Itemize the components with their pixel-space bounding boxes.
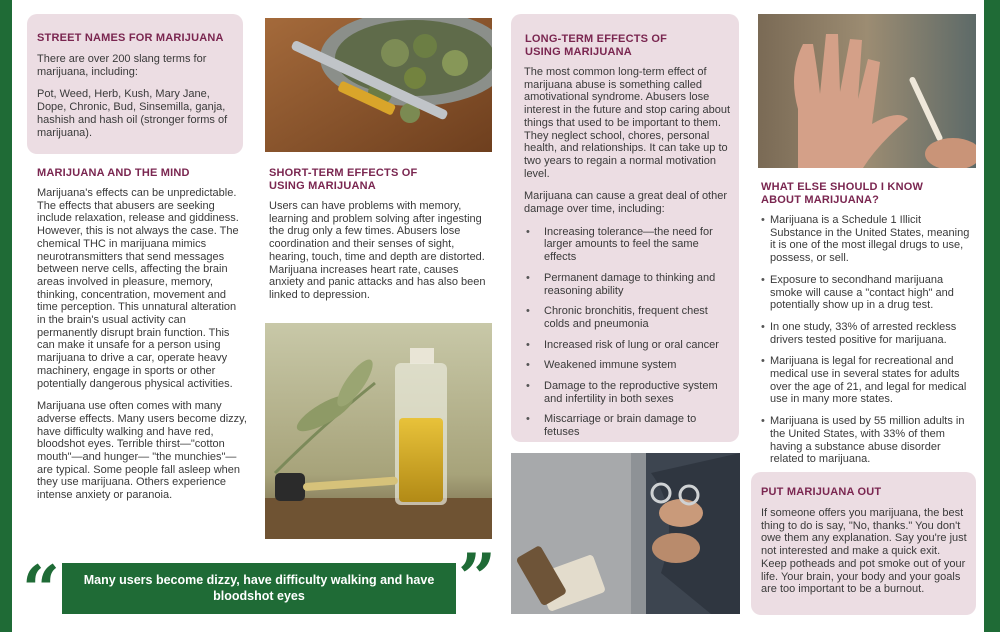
put-out-heading: PUT MARIJUANA OUT — [761, 486, 882, 498]
list-item: • Marijuana is used by 55 million adults in the United States, with 33% of them having a substance abuse disorder related to marijuana. — [761, 415, 976, 466]
list-item: • In one study, 33% of arrested reckless drivers tested positive for marijuana. — [761, 321, 976, 346]
long-term-heading — [525, 33, 730, 59]
open-quote-mark: “ — [22, 551, 60, 629]
long-term-heading-line-2: USING MARIJUANA — [525, 46, 632, 58]
mind-text — [37, 187, 247, 502]
mind-paragraph-1: Marijuana's effects can be unpredictable. The effects that abusers are seeking include relaxation, release and giddiness. However, this is not always the case. The chemical THC in marijuana mimics neurotransmitters that send messages between nerve cells, affecting the brain areas involved in pleasure, memory, thinking, concentration, movement and time perception. This unnatural alteration in the brain's usual activity can permanently disrupt brain function. This can make it unsafe for a person using marijuana to drive a car, operate heavy machinery, engage in sports or other potentially dangerous physical activities. — [37, 187, 239, 390]
long-term-effects-list — [524, 226, 732, 439]
mind-heading: MARIJUANA AND THE MIND — [37, 167, 190, 179]
what-else-list — [761, 214, 976, 466]
list-item: • Marijuana is legal for recreational and medical use in several states for adults over the age of 21, and legal for medical use in many more states. — [761, 355, 976, 406]
long-term-paragraph-1: The most common long-term effect of marijuana abuse is something called amotivational syndrome. Abusers lose interest in the future and stop caring about things that used to be important to them. They neglect school, chores, personal health, and relationships. It can take up to two years to regain a normal motivation level. — [524, 66, 731, 180]
refusing-hand-photo — [758, 14, 976, 168]
list-item: • Permanent damage to thinking and reasoning ability — [524, 272, 732, 297]
long-term-heading-line-1: LONG-TERM EFFECTS OF — [525, 33, 668, 45]
long-term-paragraph-2: Marijuana can cause a great deal of other damage over time, including: — [524, 190, 728, 216]
put-out-text: If someone offers you marijuana, the best thing to do is say, "No, thanks." You don't owe them any explanation. Say you're just not interested and make a quick exit. Keep potheads and pot smoke out of your life. Your brain, your body and your goals are too important to be a burnout. — [761, 507, 967, 596]
long-term-text — [524, 66, 732, 447]
handcuffs-photo — [511, 453, 740, 614]
list-item: • Exposure to secondhand marijuana smoke will cause a "contact high" and potentially show up in a drug test. — [761, 274, 976, 312]
street-names-intro: There are over 200 slang terms for marijuana, including: — [37, 53, 207, 78]
list-item: • Increased risk of lung or oral cancer — [524, 339, 732, 352]
list-item: • Marijuana is a Schedule 1 Illicit Substance in the United States, meaning it is one of the most illegal drugs to use, possess, or sell. — [761, 214, 976, 265]
what-else-heading-line-1: WHAT ELSE SHOULD I KNOW — [761, 181, 924, 193]
what-else-heading-line-2: ABOUT MARIJUANA? — [761, 194, 880, 206]
list-item: • Weakened immune system — [524, 359, 732, 372]
right-edge-bar — [984, 0, 1000, 632]
list-item: • Chronic bronchitis, frequent chest colds and pneumonia — [524, 305, 732, 330]
short-term-heading-line-1: SHORT-TERM EFFECTS OF — [269, 167, 418, 179]
list-item: • Miscarriage or brain damage to fetuses — [524, 413, 732, 438]
list-item: • Damage to the reproductive system and infertility in both sexes — [524, 380, 732, 405]
what-else-text — [761, 214, 976, 475]
short-term-heading — [269, 167, 489, 193]
street-names-list: Pot, Weed, Herb, Kush, Mary Jane, Dope, Chronic, Bud, Sinsemilla, ganja, hashish and hash oil (stronger forms of marijuana). — [37, 88, 228, 139]
short-term-heading-line-2: USING MARIJUANA — [269, 180, 376, 192]
list-item: • Increasing tolerance—the need for larger amounts to feel the same effects — [524, 226, 732, 264]
close-quote-mark: ” — [458, 539, 496, 617]
street-names-heading: STREET NAMES FOR MARIJUANA — [37, 32, 224, 44]
left-edge-bar — [0, 0, 12, 632]
street-names-text — [37, 53, 237, 139]
vape-pen-photo — [265, 18, 492, 152]
short-term-text: Users can have problems with memory, learning and problem solving after ingesting the drug only a few times. Abusers lose coordination and their senses of sight, hearing, touch, time and depth are distorted. Marijuana increases heart rate, causes anxiety and panic attacks and has also been linked to depression. — [269, 200, 486, 301]
mind-paragraph-2: Marijuana use often comes with many adverse effects. Many users become dizzy, have difficulty walking and have red, bloodshot eyes. Terrible thirst—"cotton mouth"—and hunger— "the munchies"—are typical. Some people fall asleep when they use marijuana. Others experience intense anxiety or paranoia. — [37, 400, 247, 502]
what-else-heading — [761, 181, 976, 207]
cbd-oil-photo — [265, 323, 492, 539]
pull-quote: Many users become dizzy, have difficulty walking and have bloodshot eyes — [62, 563, 456, 614]
